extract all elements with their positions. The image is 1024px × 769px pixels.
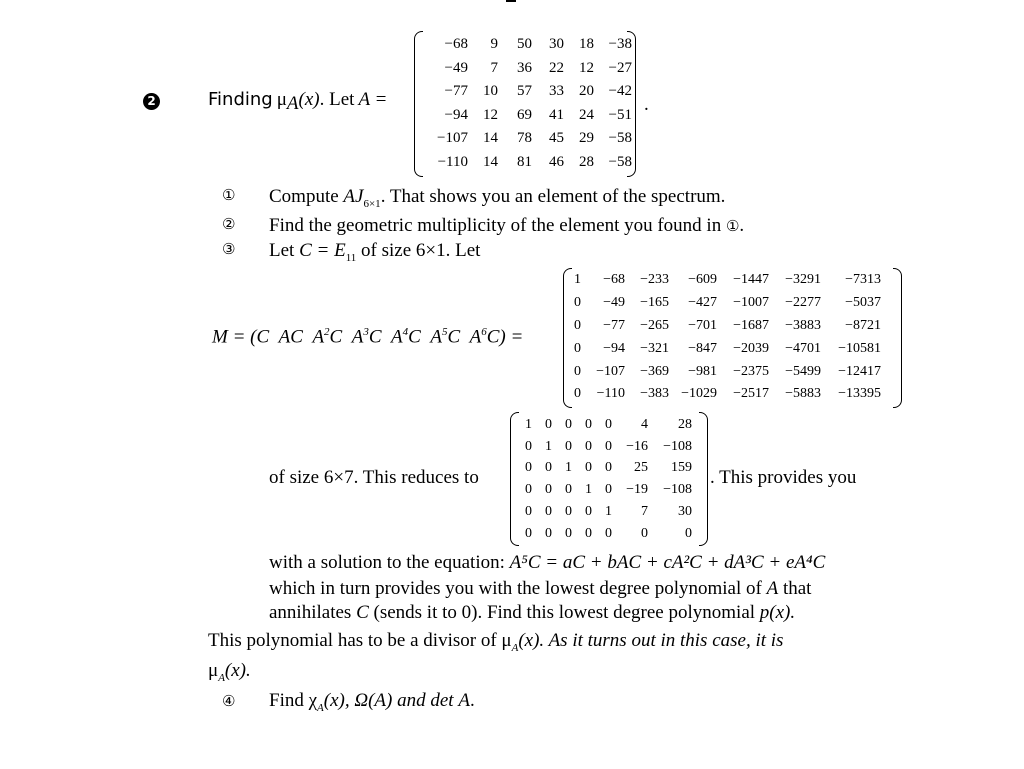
matrix-cell: 57: [517, 83, 532, 100]
matrix-cell: 0: [565, 504, 572, 520]
item-1-sub: 6×1: [363, 197, 381, 210]
reduce-post: . This provides you: [710, 467, 857, 488]
matrix-cell: 0: [565, 525, 572, 541]
matrix-cell: 4: [641, 416, 648, 432]
matrix-cell: −3291: [785, 272, 821, 288]
item-2-text: [269, 215, 744, 237]
matrix-cell: 0: [525, 504, 532, 520]
item-3-sub: 11: [345, 251, 357, 264]
matrix-cell: −107: [596, 363, 625, 379]
matrix-cell: −1447: [733, 272, 769, 288]
matrix-cell: 0: [565, 416, 572, 432]
matrix-cell: −233: [640, 272, 669, 288]
m-label-a5: A: [430, 326, 442, 348]
matrix-cell: 1: [605, 504, 612, 520]
para-line-4: [208, 630, 783, 654]
heading-let: . Let: [319, 89, 355, 110]
matrix-row: [571, 360, 881, 383]
matrix-cell: 81: [517, 153, 532, 170]
matrix-cell: −68: [603, 272, 625, 288]
para-l4-mu: μ: [501, 630, 512, 651]
reduce-pre: of size 6×7. This reduces to: [269, 467, 479, 488]
m-label-ac: AC: [278, 326, 303, 348]
matrix-cell: 33: [549, 83, 564, 100]
item-4-number: ④: [222, 692, 236, 710]
item-1-aj: AJ: [343, 186, 364, 207]
matrix-cell: 50: [517, 36, 532, 53]
matrix-cell: 14: [483, 130, 498, 147]
matrix-cell: −94: [444, 106, 468, 123]
matrix-r-table: [520, 414, 692, 545]
matrix-cell: 0: [574, 317, 581, 333]
item-2-ref: ①: [725, 217, 740, 235]
m-label-a2-sup: 2: [324, 326, 330, 338]
matrix-cell: −13395: [838, 386, 881, 402]
para-line-3: [269, 602, 795, 624]
item-4-pre: Find: [269, 690, 304, 711]
matrix-cell: 0: [605, 438, 612, 454]
matrix-cell: 0: [641, 525, 648, 541]
matrix-cell: 22: [549, 59, 564, 76]
matrix-cell: −68: [444, 36, 468, 53]
para-l2-a: A: [766, 578, 779, 599]
step-bullet: 2: [143, 93, 160, 110]
matrix-cell: 7: [490, 59, 498, 76]
matrix-cell: −7313: [845, 272, 881, 288]
matrix-row: [520, 436, 692, 458]
matrix-cell: 0: [545, 482, 552, 498]
matrix-cell: −1687: [733, 317, 769, 333]
item-3-post: of size 6×1. Let: [361, 240, 481, 261]
matrix-cell: −58: [608, 153, 632, 170]
m-label-a3: A: [351, 326, 364, 348]
matrix-cell: 0: [574, 340, 581, 356]
heading: [208, 89, 387, 115]
item-4-chi: χ: [308, 690, 318, 711]
matrix-cell: −110: [596, 386, 625, 402]
item-1-number: ①: [222, 186, 236, 204]
matrix-row: [424, 104, 632, 128]
matrix-cell: −108: [663, 482, 692, 498]
item-1-text: [269, 186, 725, 210]
matrix-cell: −10581: [838, 340, 881, 356]
matrix-cell: −27: [608, 59, 632, 76]
matrix-row: [424, 57, 632, 81]
matrix-cell: −77: [444, 83, 468, 100]
matrix-cell: −108: [663, 438, 692, 454]
m-label-a2-c: C: [329, 326, 343, 348]
matrix-cell: 0: [525, 438, 532, 454]
top-edge-artifact: [506, 0, 516, 2]
matrix-cell: 0: [585, 504, 592, 520]
matrix-cell: −42: [608, 83, 632, 100]
matrix-cell: −427: [688, 295, 717, 311]
heading-finding: Finding: [208, 89, 273, 110]
matrix-cell: −369: [640, 363, 669, 379]
matrix-cell: 0: [605, 525, 612, 541]
matrix-cell: −16: [626, 438, 648, 454]
matrix-cell: 0: [585, 438, 592, 454]
matrix-r: [510, 412, 708, 546]
m-label-a3-c: C: [368, 326, 382, 348]
m-label-a6: A: [469, 326, 482, 348]
matrix-cell: 0: [525, 525, 532, 541]
item-1-pre: Compute: [269, 186, 339, 207]
matrix-cell: 30: [678, 504, 692, 520]
matrix-cell: 14: [483, 153, 498, 170]
matrix-cell: −2277: [785, 295, 821, 311]
matrix-m: [563, 268, 902, 408]
matrix-a-left-bracket: [414, 31, 423, 177]
m-label-a5-sup: 5: [441, 326, 448, 338]
matrix-cell: 69: [517, 106, 532, 123]
heading-mu-sub: A: [286, 93, 299, 115]
matrix-cell: 18: [579, 36, 594, 53]
matrix-cell: 0: [605, 482, 612, 498]
matrix-cell: 0: [605, 460, 612, 476]
matrix-cell: −77: [603, 317, 625, 333]
matrix-cell: −383: [640, 386, 669, 402]
matrix-cell: −981: [688, 363, 717, 379]
matrix-cell: −2039: [733, 340, 769, 356]
matrix-cell: 1: [565, 460, 572, 476]
item-3-c: C = E: [299, 240, 346, 261]
matrix-m-right-bracket: [893, 268, 902, 408]
matrix-r-left-bracket: [510, 412, 519, 546]
para-l2-body: which in turn provides you with the lowest degree polynomial of: [269, 578, 762, 599]
m-label-a6-sup: 6: [481, 326, 487, 338]
para-l2-end: that: [782, 578, 812, 599]
matrix-cell: 24: [579, 106, 594, 123]
para-l3-pre: annihilates: [269, 602, 352, 623]
matrix-cell: 0: [585, 416, 592, 432]
matrix-cell: −1007: [733, 295, 769, 311]
m-label-close: C) =: [486, 326, 524, 348]
matrix-cell: −4701: [785, 340, 821, 356]
matrix-cell: 0: [574, 363, 581, 379]
item-4-text: [269, 690, 475, 714]
item-2-number: ②: [222, 215, 236, 233]
matrix-cell: 28: [579, 153, 594, 170]
matrix-cell: −110: [437, 153, 468, 170]
matrix-cell: 0: [525, 460, 532, 476]
m-label-a2: A: [312, 326, 325, 348]
matrix-cell: 0: [605, 416, 612, 432]
matrix-cell: −58: [608, 130, 632, 147]
matrix-cell: 78: [517, 130, 532, 147]
matrix-cell: 0: [565, 438, 572, 454]
m-label-start: M = (C: [212, 326, 270, 348]
matrix-row: [571, 292, 881, 315]
matrix-cell: 12: [579, 59, 594, 76]
matrix-row: [571, 269, 881, 292]
matrix-cell: 12: [483, 106, 498, 123]
para-l4-body: This polynomial has to be a divisor of: [208, 630, 497, 651]
matrix-cell: 10: [483, 83, 498, 100]
matrix-cell: 0: [545, 460, 552, 476]
matrix-cell: 1: [525, 416, 532, 432]
item-4-sub: A: [317, 701, 324, 714]
item-3-number: ③: [222, 240, 236, 258]
para-l4-end: (x). As it turns out in this case, it is: [518, 630, 784, 651]
matrix-cell: 1: [574, 272, 581, 288]
matrix-cell: 0: [585, 460, 592, 476]
matrix-cell: −49: [444, 59, 468, 76]
matrix-cell: −2375: [733, 363, 769, 379]
matrix-cell: −12417: [838, 363, 881, 379]
matrix-cell: −5883: [785, 386, 821, 402]
m-label: [212, 326, 523, 348]
matrix-cell: 0: [574, 295, 581, 311]
matrix-a: [414, 31, 636, 177]
matrix-cell: −94: [603, 340, 625, 356]
item-4-end: .: [469, 690, 475, 711]
matrix-cell: 0: [685, 525, 692, 541]
matrix-cell: 28: [678, 416, 692, 432]
item-4-a: A: [458, 690, 470, 711]
para-l1-pre: with a solution to the equation:: [269, 552, 505, 573]
para-l3-mid: (sends it to 0). Find this lowest degree polynomial: [373, 602, 756, 623]
matrix-a-period: .: [644, 94, 649, 115]
matrix-row: [520, 501, 692, 523]
matrix-row: [520, 458, 692, 480]
matrix-cell: −2517: [733, 386, 769, 402]
item-2-body: Find the geometric multiplicity of the element you found in: [269, 215, 722, 236]
matrix-cell: −38: [608, 36, 632, 53]
item-3-pre: Let: [269, 240, 295, 261]
matrix-cell: 46: [549, 153, 564, 170]
matrix-cell: −5499: [785, 363, 821, 379]
para-l1-equation: A⁵C = aC + bAC + cA²C + dA³C + eA⁴C: [509, 552, 826, 573]
heading-arg: (x): [298, 89, 320, 110]
matrix-row: [520, 523, 692, 545]
matrix-cell: −19: [626, 482, 648, 498]
matrix-cell: 29: [579, 130, 594, 147]
matrix-cell: 7: [641, 504, 648, 520]
para-l4-sub: A: [511, 641, 519, 654]
matrix-cell: 0: [585, 525, 592, 541]
para-line-5: [208, 660, 251, 684]
matrix-cell: 0: [545, 525, 552, 541]
item-2-end: .: [739, 215, 745, 236]
matrix-cell: −609: [688, 272, 717, 288]
m-label-a4-c: C: [408, 326, 421, 348]
matrix-row: [424, 127, 632, 151]
matrix-cell: −5037: [845, 295, 881, 311]
para-line-1: [269, 552, 825, 574]
item-1-post: . That shows you an element of the spectrum.: [380, 186, 726, 207]
matrix-cell: 9: [490, 36, 498, 53]
para-l5-mu: μ: [208, 660, 219, 681]
matrix-cell: 45: [549, 130, 564, 147]
matrix-cell: −49: [603, 295, 625, 311]
matrix-cell: 1: [585, 482, 592, 498]
matrix-row: [520, 479, 692, 501]
matrix-cell: 0: [565, 482, 572, 498]
item-3-text: [269, 240, 480, 264]
matrix-m-table: [571, 269, 881, 406]
matrix-cell: 0: [545, 504, 552, 520]
matrix-cell: 41: [549, 106, 564, 123]
para-l5-sub: A: [218, 671, 225, 684]
matrix-cell: −847: [688, 340, 717, 356]
matrix-cell: −321: [640, 340, 669, 356]
m-label-a5-c: C: [447, 326, 461, 348]
matrix-row: [424, 33, 632, 57]
matrix-row: [571, 383, 881, 406]
matrix-cell: −3883: [785, 317, 821, 333]
matrix-cell: 0: [574, 386, 581, 402]
matrix-cell: 0: [545, 416, 552, 432]
item-4-mid: (x), Ω(A) and det: [323, 690, 454, 711]
m-label-a3-sup: 3: [363, 326, 369, 338]
matrix-row: [571, 337, 881, 360]
matrix-row: [571, 315, 881, 338]
heading-mu: μ: [276, 89, 287, 110]
matrix-cell: 159: [671, 460, 692, 476]
heading-a-eq: A =: [358, 89, 388, 110]
matrix-cell: −165: [640, 295, 669, 311]
matrix-cell: 36: [517, 59, 532, 76]
para-l3-c: C: [356, 602, 369, 623]
matrix-r-right-bracket: [699, 412, 708, 546]
matrix-cell: −1029: [681, 386, 717, 402]
matrix-a-table: [424, 33, 632, 174]
matrix-cell: 1: [545, 438, 552, 454]
matrix-cell: 0: [525, 482, 532, 498]
matrix-row: [520, 414, 692, 436]
matrix-row: [424, 80, 632, 104]
matrix-cell: −8721: [845, 317, 881, 333]
matrix-cell: 20: [579, 83, 594, 100]
matrix-cell: 30: [549, 36, 564, 53]
para-line-2: [269, 578, 811, 600]
matrix-cell: −51: [608, 106, 632, 123]
m-label-a4-sup: 4: [402, 326, 409, 338]
m-label-a4: A: [391, 326, 403, 348]
para-l3-p: p(x).: [759, 602, 796, 623]
matrix-cell: −701: [688, 317, 717, 333]
matrix-cell: −107: [437, 130, 468, 147]
matrix-row: [424, 151, 632, 175]
matrix-cell: 25: [634, 460, 648, 476]
para-l5-end: (x).: [224, 660, 251, 681]
matrix-cell: −265: [640, 317, 669, 333]
